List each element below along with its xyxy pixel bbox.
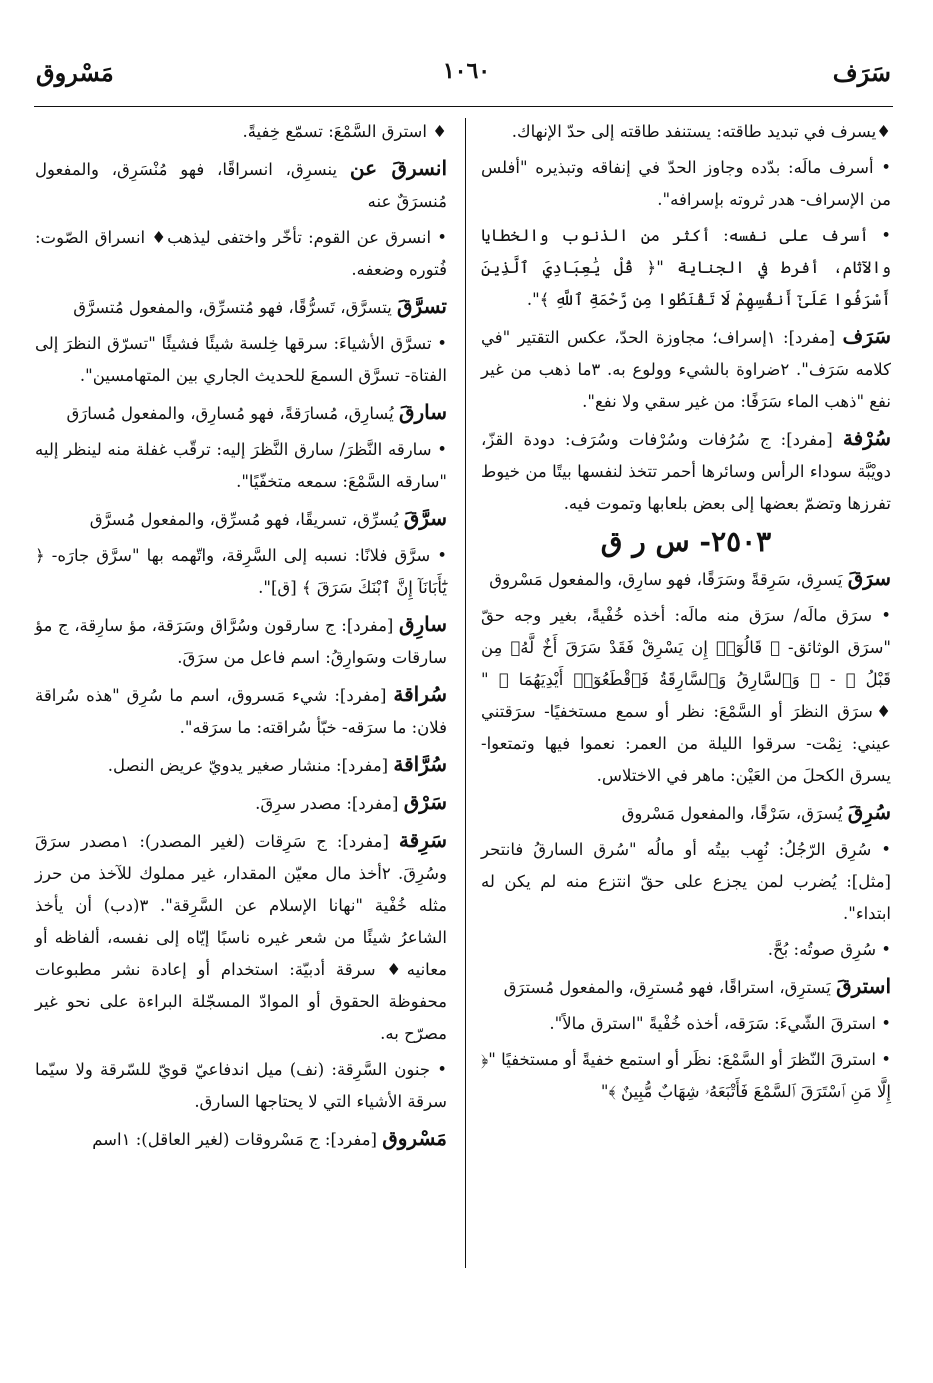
header-last-entry: مَسْروق [36, 58, 114, 87]
dictionary-entry [35, 748, 447, 782]
dictionary-entry [35, 152, 447, 218]
headword: سرَّقَ [403, 506, 447, 530]
dictionary-entry [481, 796, 891, 830]
definition-text: [مفرد]: مصدر سرِقَ. [255, 794, 404, 813]
definition-text: [مفرد]: منشار صغير يدويّ عريض النصل. [107, 756, 394, 775]
dictionary-entry [35, 678, 447, 744]
left-column [35, 116, 447, 1160]
dictionary-entry [35, 786, 447, 820]
entry-sense [481, 116, 891, 148]
entry-sense [481, 934, 891, 966]
definition-text: • سُرِق صوتُه: بُحَّ. [767, 940, 891, 959]
dictionary-entry [35, 1122, 447, 1156]
headword: تسرَّقَ [397, 294, 447, 318]
entry-sense [35, 328, 447, 392]
definition-text: • سرَّق فلانًا: نسبه إلى السَّرِقة، واتّهمه بها "سرَّق جارَه- ﴿ يَٰٓأَبَانَآ إِنَّ ٱبْنَكَ سَرَقَ ﴾ [ق]". [35, 546, 447, 597]
headword: سارِق [398, 612, 447, 636]
headword: سَرَف [842, 324, 892, 348]
definition-text: يَسترِق، استراقًا، فهو مُسترِق، والمفعول مُسترَق [503, 978, 837, 997]
definition-text: يتسرَّق، تَسرُّقًا، فهو مُتسرِّق، والمفعول مُتسرَّق [73, 298, 398, 317]
definition-text: • استرقَ النّظرَ أو السَّمْعَ: نظَر أو استمع خفيةً أو مستخفيًا "﴿ إِلَّا مَنِ ٱسْتَرَقَ ٱلسَّمْعَ فَأَتْبَعَهُۥ شِهَابٌ مُّبِينٌ ﴾" [481, 1050, 891, 1101]
entry-sense [35, 116, 447, 148]
headword: سارقَ [398, 400, 447, 424]
definition-text: يُسارِق، مُسارَقةً، فهو مُسارِق، والمفعول مُسارَق [66, 404, 399, 423]
entry-sense [35, 1054, 447, 1118]
definition-text: [مفرد]: ج سَرِقات (لغير المصدر): ١مصدر سرَقَ وسُرِقَ. ٢أخذ مال معيّن المقدار، غير مملوك للآخذ من حرز مثله خُفْية "نهانا الإسلام عن السَّرِقة". ٣(دب) أن يأخذ الشاعرُ شيئًا من شعر غيره ناسبًا إيّاه إلى نفسه، ألفاظه أو معانيه♦ سرقة أدبيّة: استخدام أو إعادة نشر مطبوعات محفوظة الحقوق أو الموادّ المسجّلة البراءة على نحو غير مصرّح به. [35, 832, 447, 1043]
dictionary-entry [481, 422, 891, 520]
headword: سَرْق [403, 790, 447, 814]
entry-sense [481, 220, 891, 316]
headword: انسرقَ عن [349, 156, 448, 180]
right-column [481, 116, 891, 1112]
dictionary-entry [481, 562, 891, 596]
dictionary-entry [481, 320, 891, 418]
definition-text: • استرقَ الشّيءَ: سَرَقه، أخذه خُفْيةً "استرق مالاً". [549, 1014, 891, 1033]
dictionary-entry [35, 502, 447, 536]
dictionary-entry [481, 970, 891, 1004]
definition-text: • أسرف مالَه: بدّده وجاوز الحدّ في إنفاقه وتبذيره "أفلس من الإسراف- هدر ثروته بإسرافه". [481, 158, 891, 209]
entry-sense [481, 1008, 891, 1040]
headword: سَرِقة [398, 828, 447, 852]
entry-sense [35, 222, 447, 286]
entry-sense [481, 834, 891, 930]
entry-sense [35, 540, 447, 604]
headword: سُرَّاقة [393, 752, 447, 776]
definition-text: • أسرف على نفسه: أكثر من الذنوب والخطايا والآثام، أفرط في الجناية "﴿ قُلْ يَٰعِبَادِيَ ٱلَّذِينَ أَسْرَفُوا عَلَىٰٓ أَنفُسِهِمْ لَا تَقْنَطُوا مِن رَّحْمَةِ ٱللَّهِ ﴾". [481, 226, 891, 309]
dictionary-entry [35, 824, 447, 1050]
definition-text: ♦يسرف في تبديد طاقته: يستنفد طاقته إلى حدّ الإنهاك. [511, 122, 891, 141]
column-divider [465, 118, 466, 1268]
headword: سرَقَ [847, 566, 891, 590]
entry-sense [481, 1044, 891, 1108]
headword: مَسْروق [382, 1126, 447, 1150]
definition-text: • انسرق عن القوم: تأخّر واختفى ليذهب♦ انسراق الصّوت: فُتوره وضعفه. [35, 228, 447, 279]
entry-sense [481, 600, 891, 792]
dictionary-entry [35, 396, 447, 430]
definition-text: ♦ استرق السَّمْعَ: تسمّع خِفيةً. [242, 122, 447, 141]
definition-text: يُسرِّق، تسريقًا، فهو مُسرِّق، والمفعول مُسرَّق [89, 510, 404, 529]
root-section-heading: ٢٥٠٣- س ر ق [600, 525, 772, 558]
definition-text: • سُرِق الرّجُلُ: نُهِب بيتُه أو مالُه "سُرق السارقُ فانتحر [مثل]: يُضرب لمن يجزع على حقّ انتزع منه لم يكن له ابتداء". [481, 840, 891, 923]
definition-text: ينسرِق، انسراقًا، فهو مُنْسَرِق، والمفعول مُنسرَقٌ عنه [35, 160, 447, 211]
page-number: ١٠٦٠ [442, 58, 491, 84]
definition-text: يُسرَق، سَرْقًا، والمفعول مَسْروق [621, 804, 848, 823]
definition-text: • جنون السَّرِقة: (نف) ميل اندفاعيّ قويّ للسّرقة ولا سيّما سرقة الأشياء التي لا يحتاجها السارق. [35, 1060, 447, 1111]
definition-text: [مفرد]: ١إسراف؛ مجاوزة الحدّ، عكس التقتير "في كلامه سَرَف". ٢ضراوة بالشيء وولوع به. ٣ما ذهب من غير نفع "ذهب الماء سَرَفًا: من غير سقي ولا نفع". [481, 328, 892, 411]
entry-sense [35, 434, 447, 498]
definition-text: [مفرد]: ج سُرُفات وسُرْفات وسُرَف: دودة القزّ، دويْبَّة سوداء الرأس وسائرها أحمر تتخذ لنفسها بيتًا من خيوط تفرزها وتضمّ بعضها إلى بعض بلعابها وتموت فيه. [481, 430, 891, 513]
definition-text: [مفرد]: شيء مَسروق، اسم ما سُرِق "هذه سُراقة فلان: ما سرَقه- خبّأ سُراقته: ما سرَقه". [35, 686, 447, 737]
definition-text: يَسرِق، سَرِقةً وسَرَقًا، فهو سارِق، والمفعول مَسْروق [489, 570, 848, 589]
definition-text: • تسرَّق الأشياءَ: سرقها خِلسة شيئًا فشيئًا "تسرّق النظرَ إلى الفتاة- تسرَّق السمعَ للحديث الجاري بين المتهامسين". [35, 334, 447, 385]
headword: استرقَ [836, 974, 891, 998]
dictionary-entry [35, 290, 447, 324]
headword: سُراقة [393, 682, 447, 706]
dictionary-entry [35, 608, 447, 674]
header-rule [34, 106, 893, 107]
headword: سُرْفة [842, 426, 891, 450]
entry-sense [481, 152, 891, 216]
header-first-entry: سَرَف [832, 58, 891, 87]
definition-text: • سارقه النَّظرَ/ سارق النَّظرَ إليه: ترقّب غفلة منه لينظر إليه "سارقه السَّمْعَ: سمعه متخفّيًا". [35, 440, 447, 491]
headword: سُرِقَ [847, 800, 891, 824]
definition-text: • سرَق مالَه/ سرَق منه مالَه: أخذه خُفْيةً، بغير وجه حقّ "سرَق الوثائق- ﴿ قَالُوٓا۟ إِن يَسْرِقْ فَقَدْ سَرَقَ أَخٌ لَّهُۥ مِن قَبْلُ ﴾ - ﴿ وَٱلسَّارِقُ وَٱلسَّارِقَةُ فَٱقْطَعُوٓا۟ أَيْدِيَهُمَا ﴾ " ♦سرَق النظرَ أو السَّمْعَ: نظر أو سمع مستخفيًا- سرَقتني عيني: نِمْت- سرقوا الليلة من العمر: نعموا فيها وتمتعوا- يسرق الكحلَ من العَيْن: ماهر في الاختلاس. [481, 606, 891, 785]
definition-text: [مفرد]: ج مَسْروقات (لغير العاقل): ١اسم [92, 1130, 383, 1149]
definition-text: [مفرد]: ج سارقون وسُرَّاق وسَرَقة، مؤ سارِقة، ج مؤ سارقات وسَوارِقُ: اسم فاعل من سرَقَ. [35, 616, 447, 667]
